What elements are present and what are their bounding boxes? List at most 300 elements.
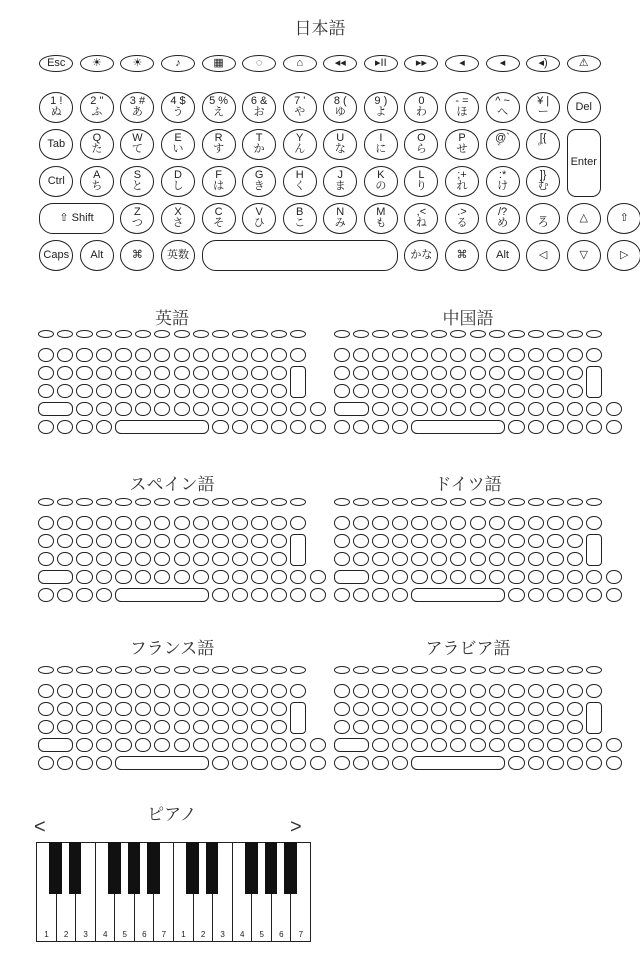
jp-key-r5-5[interactable]: かな (404, 240, 438, 270)
zh-key-r0-9[interactable] (508, 330, 524, 338)
fr-key-r5-1[interactable] (57, 756, 73, 771)
fr-key-r3-0[interactable] (38, 720, 54, 735)
en-key-r3-1[interactable] (57, 384, 73, 399)
en-key-r2-3[interactable] (96, 366, 112, 381)
en-key-r5-10[interactable] (310, 420, 326, 435)
fr-key-r4-6[interactable] (174, 738, 190, 753)
es-key-r0-4[interactable] (115, 498, 131, 506)
fr-key-r0-5[interactable] (135, 666, 151, 674)
de-key-r1-0[interactable] (334, 516, 350, 531)
zh-key-r2-6[interactable] (450, 366, 466, 381)
zh-key-r1-1[interactable] (353, 348, 369, 363)
fr-key-r1-11[interactable] (251, 684, 267, 699)
piano-black-key[interactable] (108, 842, 121, 894)
en-key-r2-1[interactable] (57, 366, 73, 381)
en-key-r3-7[interactable] (174, 384, 190, 399)
jp-key-r0-8[interactable]: ▸II (364, 55, 398, 72)
jp-key-r3-2[interactable]: S と (120, 166, 154, 196)
piano-black-key[interactable] (147, 842, 160, 894)
es-key-r3-9[interactable] (212, 552, 228, 567)
en-key-r1-9[interactable] (212, 348, 228, 363)
de-key-r2-5[interactable] (431, 534, 447, 549)
es-key-r1-7[interactable] (174, 516, 190, 531)
jp-key-r5-1[interactable]: Alt (80, 240, 114, 270)
ar-key-r1-3[interactable] (392, 684, 408, 699)
jp-key-r4-9[interactable]: .> る (445, 203, 479, 233)
ar-key-r0-11[interactable] (547, 666, 563, 674)
jp-key-r1-1[interactable]: 2 " ふ (80, 92, 114, 122)
de-key-r3-3[interactable] (392, 552, 408, 567)
zh-key-r2-8[interactable] (489, 366, 505, 381)
de-key-r0-3[interactable] (392, 498, 408, 506)
fr-key-r1-1[interactable] (57, 684, 73, 699)
fr-key-r4-9[interactable] (232, 738, 248, 753)
fr-key-r3-2[interactable] (76, 720, 92, 735)
ar-key-r1-1[interactable] (353, 684, 369, 699)
ar-key-r4-4[interactable] (431, 738, 447, 753)
es-key-r4-10[interactable] (251, 570, 267, 585)
jp-key-r5-0[interactable]: Caps (39, 240, 73, 270)
de-key-r1-5[interactable] (431, 516, 447, 531)
jp-key-r0-3[interactable]: ♪ (161, 55, 195, 72)
zh-key-r0-11[interactable] (547, 330, 563, 338)
de-key-r3-10[interactable] (528, 552, 544, 567)
jp-key-r1-13[interactable]: Del (567, 92, 601, 122)
ar-key-r0-10[interactable] (528, 666, 544, 674)
en-key-r4-13[interactable] (310, 402, 326, 417)
en-key-r5-3[interactable] (96, 420, 112, 435)
fr-key-r4-1[interactable] (76, 738, 92, 753)
zh-key-r4-3[interactable] (411, 402, 427, 417)
jp-key-r2-10[interactable]: P せ (445, 129, 479, 159)
es-key-r1-0[interactable] (38, 516, 54, 531)
es-key-r0-7[interactable] (174, 498, 190, 506)
jp-key-r2-9[interactable]: O ら (404, 129, 438, 159)
fr-key-r4-8[interactable] (212, 738, 228, 753)
jp-key-r4-11[interactable]: _ ろ (526, 203, 560, 233)
de-key-r3-8[interactable] (489, 552, 505, 567)
jp-key-r1-9[interactable]: 0 わ (404, 92, 438, 122)
english-keyboard[interactable] (36, 328, 308, 436)
jp-key-r3-8[interactable]: K の (364, 166, 398, 196)
jp-key-r3-12[interactable]: ]} む (526, 166, 560, 196)
fr-key-r5-3[interactable] (96, 756, 112, 771)
fr-key-r1-3[interactable] (96, 684, 112, 699)
zh-key-r1-8[interactable] (489, 348, 505, 363)
jp-key-r1-8[interactable]: 9 ) よ (364, 92, 398, 122)
fr-key-r2-7[interactable] (174, 702, 190, 717)
fr-key-r2-9[interactable] (212, 702, 228, 717)
piano-prev-octave-arrow[interactable]: < (34, 816, 46, 838)
jp-key-r1-11[interactable]: ^ ~ へ (486, 92, 520, 122)
fr-key-r2-2[interactable] (76, 702, 92, 717)
de-key-r1-1[interactable] (353, 516, 369, 531)
zh-key-r2-0[interactable] (334, 366, 350, 381)
es-key-r5-1[interactable] (57, 588, 73, 603)
jp-key-r4-12[interactable]: △ (567, 203, 601, 233)
en-key-r3-6[interactable] (154, 384, 170, 399)
de-key-r5-1[interactable] (353, 588, 369, 603)
es-key-r4-9[interactable] (232, 570, 248, 585)
jp-key-r2-5[interactable]: T か (242, 129, 276, 159)
en-key-r2-10[interactable] (232, 366, 248, 381)
de-key-r4-7[interactable] (489, 570, 505, 585)
zh-key-r0-7[interactable] (470, 330, 486, 338)
zh-key-r5-6[interactable] (528, 420, 544, 435)
fr-key-r2-8[interactable] (193, 702, 209, 717)
ar-key-r1-6[interactable] (450, 684, 466, 699)
ar-key-r2-1[interactable] (353, 702, 369, 717)
fr-key-r3-10[interactable] (232, 720, 248, 735)
en-key-r2-11[interactable] (251, 366, 267, 381)
de-key-r1-6[interactable] (450, 516, 466, 531)
ar-key-r0-5[interactable] (431, 666, 447, 674)
de-key-r5-0[interactable] (334, 588, 350, 603)
fr-key-r0-6[interactable] (154, 666, 170, 674)
jp-key-r1-12[interactable]: ¥ | ー (526, 92, 560, 122)
en-key-r1-3[interactable] (96, 348, 112, 363)
piano-next-octave-arrow[interactable]: > (290, 816, 302, 838)
fr-key-r2-5[interactable] (135, 702, 151, 717)
es-key-r2-6[interactable] (154, 534, 170, 549)
fr-key-r3-6[interactable] (154, 720, 170, 735)
en-key-r2-13[interactable] (290, 366, 306, 399)
jp-key-r5-10[interactable]: ▷ (607, 240, 640, 270)
de-key-r4-10[interactable] (547, 570, 563, 585)
es-key-r0-10[interactable] (232, 498, 248, 506)
zh-key-r0-12[interactable] (567, 330, 583, 338)
piano-black-key[interactable] (265, 842, 278, 894)
zh-key-r4-8[interactable] (508, 402, 524, 417)
es-key-r0-1[interactable] (57, 498, 73, 506)
fr-key-r3-3[interactable] (96, 720, 112, 735)
de-key-r2-10[interactable] (528, 534, 544, 549)
es-key-r4-0[interactable] (38, 570, 74, 585)
jp-key-r4-3[interactable]: C そ (202, 203, 236, 233)
fr-key-r3-5[interactable] (135, 720, 151, 735)
es-key-r0-11[interactable] (251, 498, 267, 506)
es-key-r1-10[interactable] (232, 516, 248, 531)
fr-key-r1-10[interactable] (232, 684, 248, 699)
es-key-r4-12[interactable] (290, 570, 306, 585)
ar-key-r0-9[interactable] (508, 666, 524, 674)
es-key-r4-7[interactable] (193, 570, 209, 585)
es-key-r1-1[interactable] (57, 516, 73, 531)
es-key-r2-10[interactable] (232, 534, 248, 549)
fr-key-r2-1[interactable] (57, 702, 73, 717)
de-key-r2-6[interactable] (450, 534, 466, 549)
arabic-keyboard[interactable] (332, 664, 604, 772)
ar-key-r4-1[interactable] (372, 738, 388, 753)
jp-key-r0-13[interactable]: ⚠ (567, 55, 601, 72)
piano-black-key[interactable] (49, 842, 62, 894)
ar-key-r2-10[interactable] (528, 702, 544, 717)
en-key-r3-8[interactable] (193, 384, 209, 399)
en-key-r5-1[interactable] (57, 420, 73, 435)
zh-key-r1-0[interactable] (334, 348, 350, 363)
ar-key-r3-7[interactable] (470, 720, 486, 735)
es-key-r1-3[interactable] (96, 516, 112, 531)
piano-black-key[interactable] (128, 842, 141, 894)
zh-key-r0-6[interactable] (450, 330, 466, 338)
ar-key-r3-8[interactable] (489, 720, 505, 735)
fr-key-r1-4[interactable] (115, 684, 131, 699)
fr-key-r5-2[interactable] (76, 756, 92, 771)
en-key-r2-12[interactable] (271, 366, 287, 381)
en-key-r1-11[interactable] (251, 348, 267, 363)
ar-key-r3-12[interactable] (567, 720, 583, 735)
en-key-r2-9[interactable] (212, 366, 228, 381)
ar-key-r0-8[interactable] (489, 666, 505, 674)
fr-key-r0-4[interactable] (115, 666, 131, 674)
de-key-r3-12[interactable] (567, 552, 583, 567)
fr-key-r0-12[interactable] (271, 666, 287, 674)
jp-key-r0-5[interactable]: ◌ (242, 55, 276, 72)
ar-key-r3-11[interactable] (547, 720, 563, 735)
en-key-r4-9[interactable] (232, 402, 248, 417)
fr-key-r1-9[interactable] (212, 684, 228, 699)
zh-key-r1-2[interactable] (372, 348, 388, 363)
en-key-r3-5[interactable] (135, 384, 151, 399)
en-key-r4-10[interactable] (251, 402, 267, 417)
de-key-r3-9[interactable] (508, 552, 524, 567)
jp-key-r5-7[interactable]: Alt (486, 240, 520, 270)
en-key-r5-7[interactable] (251, 420, 267, 435)
es-key-r1-9[interactable] (212, 516, 228, 531)
zh-key-r3-6[interactable] (450, 384, 466, 399)
en-key-r1-6[interactable] (154, 348, 170, 363)
es-key-r2-4[interactable] (115, 534, 131, 549)
fr-key-r3-12[interactable] (271, 720, 287, 735)
ar-key-r1-0[interactable] (334, 684, 350, 699)
ar-key-r4-9[interactable] (528, 738, 544, 753)
de-key-r0-4[interactable] (411, 498, 427, 506)
es-key-r1-11[interactable] (251, 516, 267, 531)
en-key-r1-12[interactable] (271, 348, 287, 363)
de-key-r1-2[interactable] (372, 516, 388, 531)
ar-key-r2-12[interactable] (567, 702, 583, 717)
zh-key-r2-4[interactable] (411, 366, 427, 381)
zh-key-r1-7[interactable] (470, 348, 486, 363)
en-key-r0-6[interactable] (154, 330, 170, 338)
jp-key-r3-3[interactable]: D し (161, 166, 195, 196)
de-key-r4-9[interactable] (528, 570, 544, 585)
jp-key-r5-4[interactable] (202, 240, 398, 270)
jp-key-r0-10[interactable]: ◂ (445, 55, 479, 72)
de-key-r0-0[interactable] (334, 498, 350, 506)
zh-key-r4-6[interactable] (470, 402, 486, 417)
spanish-keyboard[interactable] (36, 496, 308, 604)
ar-key-r0-6[interactable] (450, 666, 466, 674)
de-key-r3-4[interactable] (411, 552, 427, 567)
ar-key-r2-7[interactable] (470, 702, 486, 717)
de-key-r4-6[interactable] (470, 570, 486, 585)
ar-key-r0-2[interactable] (372, 666, 388, 674)
zh-key-r1-4[interactable] (411, 348, 427, 363)
en-key-r4-3[interactable] (115, 402, 131, 417)
ar-key-r0-3[interactable] (392, 666, 408, 674)
zh-key-r1-10[interactable] (528, 348, 544, 363)
fr-key-r1-0[interactable] (38, 684, 54, 699)
de-key-r5-7[interactable] (547, 588, 563, 603)
es-key-r0-12[interactable] (271, 498, 287, 506)
de-key-r0-10[interactable] (528, 498, 544, 506)
en-key-r3-10[interactable] (232, 384, 248, 399)
es-key-r4-8[interactable] (212, 570, 228, 585)
de-key-r4-2[interactable] (392, 570, 408, 585)
es-key-r2-3[interactable] (96, 534, 112, 549)
de-key-r0-13[interactable] (586, 498, 602, 506)
en-key-r4-1[interactable] (76, 402, 92, 417)
zh-key-r4-10[interactable] (547, 402, 563, 417)
zh-key-r2-13[interactable] (586, 366, 602, 399)
en-key-r5-6[interactable] (232, 420, 248, 435)
en-key-r1-1[interactable] (57, 348, 73, 363)
fr-key-r2-0[interactable] (38, 702, 54, 717)
es-key-r0-13[interactable] (290, 498, 306, 506)
ar-key-r4-2[interactable] (392, 738, 408, 753)
es-key-r5-4[interactable] (115, 588, 209, 603)
en-key-r1-5[interactable] (135, 348, 151, 363)
fr-key-r0-8[interactable] (193, 666, 209, 674)
de-key-r1-13[interactable] (586, 516, 602, 531)
en-key-r0-0[interactable] (38, 330, 54, 338)
es-key-r2-9[interactable] (212, 534, 228, 549)
zh-key-r3-12[interactable] (567, 384, 583, 399)
zh-key-r1-11[interactable] (547, 348, 563, 363)
es-key-r2-13[interactable] (290, 534, 306, 567)
en-key-r0-12[interactable] (271, 330, 287, 338)
piano-black-key[interactable] (206, 842, 219, 894)
ar-key-r4-7[interactable] (489, 738, 505, 753)
fr-key-r3-1[interactable] (57, 720, 73, 735)
zh-key-r5-7[interactable] (547, 420, 563, 435)
zh-key-r2-10[interactable] (528, 366, 544, 381)
es-key-r0-0[interactable] (38, 498, 54, 506)
fr-key-r4-12[interactable] (290, 738, 306, 753)
en-key-r4-6[interactable] (174, 402, 190, 417)
en-key-r4-4[interactable] (135, 402, 151, 417)
zh-key-r0-0[interactable] (334, 330, 350, 338)
fr-key-r1-12[interactable] (271, 684, 287, 699)
zh-key-r4-12[interactable] (586, 402, 602, 417)
zh-key-r4-11[interactable] (567, 402, 583, 417)
es-key-r2-8[interactable] (193, 534, 209, 549)
de-key-r2-9[interactable] (508, 534, 524, 549)
es-key-r4-4[interactable] (135, 570, 151, 585)
jp-key-r0-9[interactable]: ▸▸ (404, 55, 438, 72)
jp-key-r2-13[interactable]: Enter (567, 129, 601, 196)
ar-key-r2-8[interactable] (489, 702, 505, 717)
es-key-r3-12[interactable] (271, 552, 287, 567)
en-key-r2-7[interactable] (174, 366, 190, 381)
jp-key-r3-11[interactable]: :* け (486, 166, 520, 196)
fr-key-r5-7[interactable] (251, 756, 267, 771)
jp-key-r0-6[interactable]: ⌂ (283, 55, 317, 72)
fr-key-r3-8[interactable] (193, 720, 209, 735)
jp-key-r3-10[interactable]: ;+ れ (445, 166, 479, 196)
zh-key-r4-13[interactable] (606, 402, 622, 417)
fr-key-r4-2[interactable] (96, 738, 112, 753)
ar-key-r4-5[interactable] (450, 738, 466, 753)
es-key-r3-0[interactable] (38, 552, 54, 567)
ar-key-r5-7[interactable] (547, 756, 563, 771)
en-key-r4-7[interactable] (193, 402, 209, 417)
en-key-r1-4[interactable] (115, 348, 131, 363)
fr-key-r4-0[interactable] (38, 738, 74, 753)
es-key-r5-10[interactable] (310, 588, 326, 603)
fr-key-r0-1[interactable] (57, 666, 73, 674)
de-key-r0-2[interactable] (372, 498, 388, 506)
zh-key-r0-13[interactable] (586, 330, 602, 338)
fr-key-r5-9[interactable] (290, 756, 306, 771)
en-key-r3-0[interactable] (38, 384, 54, 399)
ar-key-r4-12[interactable] (586, 738, 602, 753)
jp-key-r3-6[interactable]: H く (283, 166, 317, 196)
fr-key-r4-10[interactable] (251, 738, 267, 753)
en-key-r1-2[interactable] (76, 348, 92, 363)
de-key-r0-12[interactable] (567, 498, 583, 506)
jp-key-r0-7[interactable]: ◂◂ (323, 55, 357, 72)
en-key-r4-11[interactable] (271, 402, 287, 417)
jp-key-r2-8[interactable]: I に (364, 129, 398, 159)
de-key-r3-6[interactable] (450, 552, 466, 567)
es-key-r4-13[interactable] (310, 570, 326, 585)
en-key-r3-2[interactable] (76, 384, 92, 399)
zh-key-r5-3[interactable] (392, 420, 408, 435)
de-key-r4-1[interactable] (372, 570, 388, 585)
en-key-r1-13[interactable] (290, 348, 306, 363)
de-key-r1-10[interactable] (528, 516, 544, 531)
fr-key-r0-7[interactable] (174, 666, 190, 674)
en-key-r5-8[interactable] (271, 420, 287, 435)
es-key-r5-0[interactable] (38, 588, 54, 603)
fr-key-r5-4[interactable] (115, 756, 209, 771)
jp-key-r2-4[interactable]: R す (202, 129, 236, 159)
fr-key-r1-7[interactable] (174, 684, 190, 699)
en-key-r0-13[interactable] (290, 330, 306, 338)
zh-key-r3-2[interactable] (372, 384, 388, 399)
ar-key-r3-6[interactable] (450, 720, 466, 735)
jp-key-r5-3[interactable]: 英数 (161, 240, 195, 270)
es-key-r0-9[interactable] (212, 498, 228, 506)
de-key-r2-0[interactable] (334, 534, 350, 549)
zh-key-r3-11[interactable] (547, 384, 563, 399)
ar-key-r1-10[interactable] (528, 684, 544, 699)
de-key-r4-13[interactable] (606, 570, 622, 585)
es-key-r0-6[interactable] (154, 498, 170, 506)
fr-key-r4-3[interactable] (115, 738, 131, 753)
jp-key-r4-10[interactable]: /? め (486, 203, 520, 233)
zh-key-r3-8[interactable] (489, 384, 505, 399)
zh-key-r1-6[interactable] (450, 348, 466, 363)
ar-key-r3-3[interactable] (392, 720, 408, 735)
fr-key-r2-11[interactable] (251, 702, 267, 717)
de-key-r0-1[interactable] (353, 498, 369, 506)
zh-key-r5-0[interactable] (334, 420, 350, 435)
en-key-r1-10[interactable] (232, 348, 248, 363)
jp-key-r5-6[interactable]: ⌘ (445, 240, 479, 270)
ar-key-r3-2[interactable] (372, 720, 388, 735)
jp-key-r1-3[interactable]: 4 $ う (161, 92, 195, 122)
piano-black-key[interactable] (284, 842, 297, 894)
zh-key-r0-1[interactable] (353, 330, 369, 338)
fr-key-r2-10[interactable] (232, 702, 248, 717)
es-key-r3-8[interactable] (193, 552, 209, 567)
ar-key-r4-11[interactable] (567, 738, 583, 753)
fr-key-r0-13[interactable] (290, 666, 306, 674)
en-key-r2-5[interactable] (135, 366, 151, 381)
